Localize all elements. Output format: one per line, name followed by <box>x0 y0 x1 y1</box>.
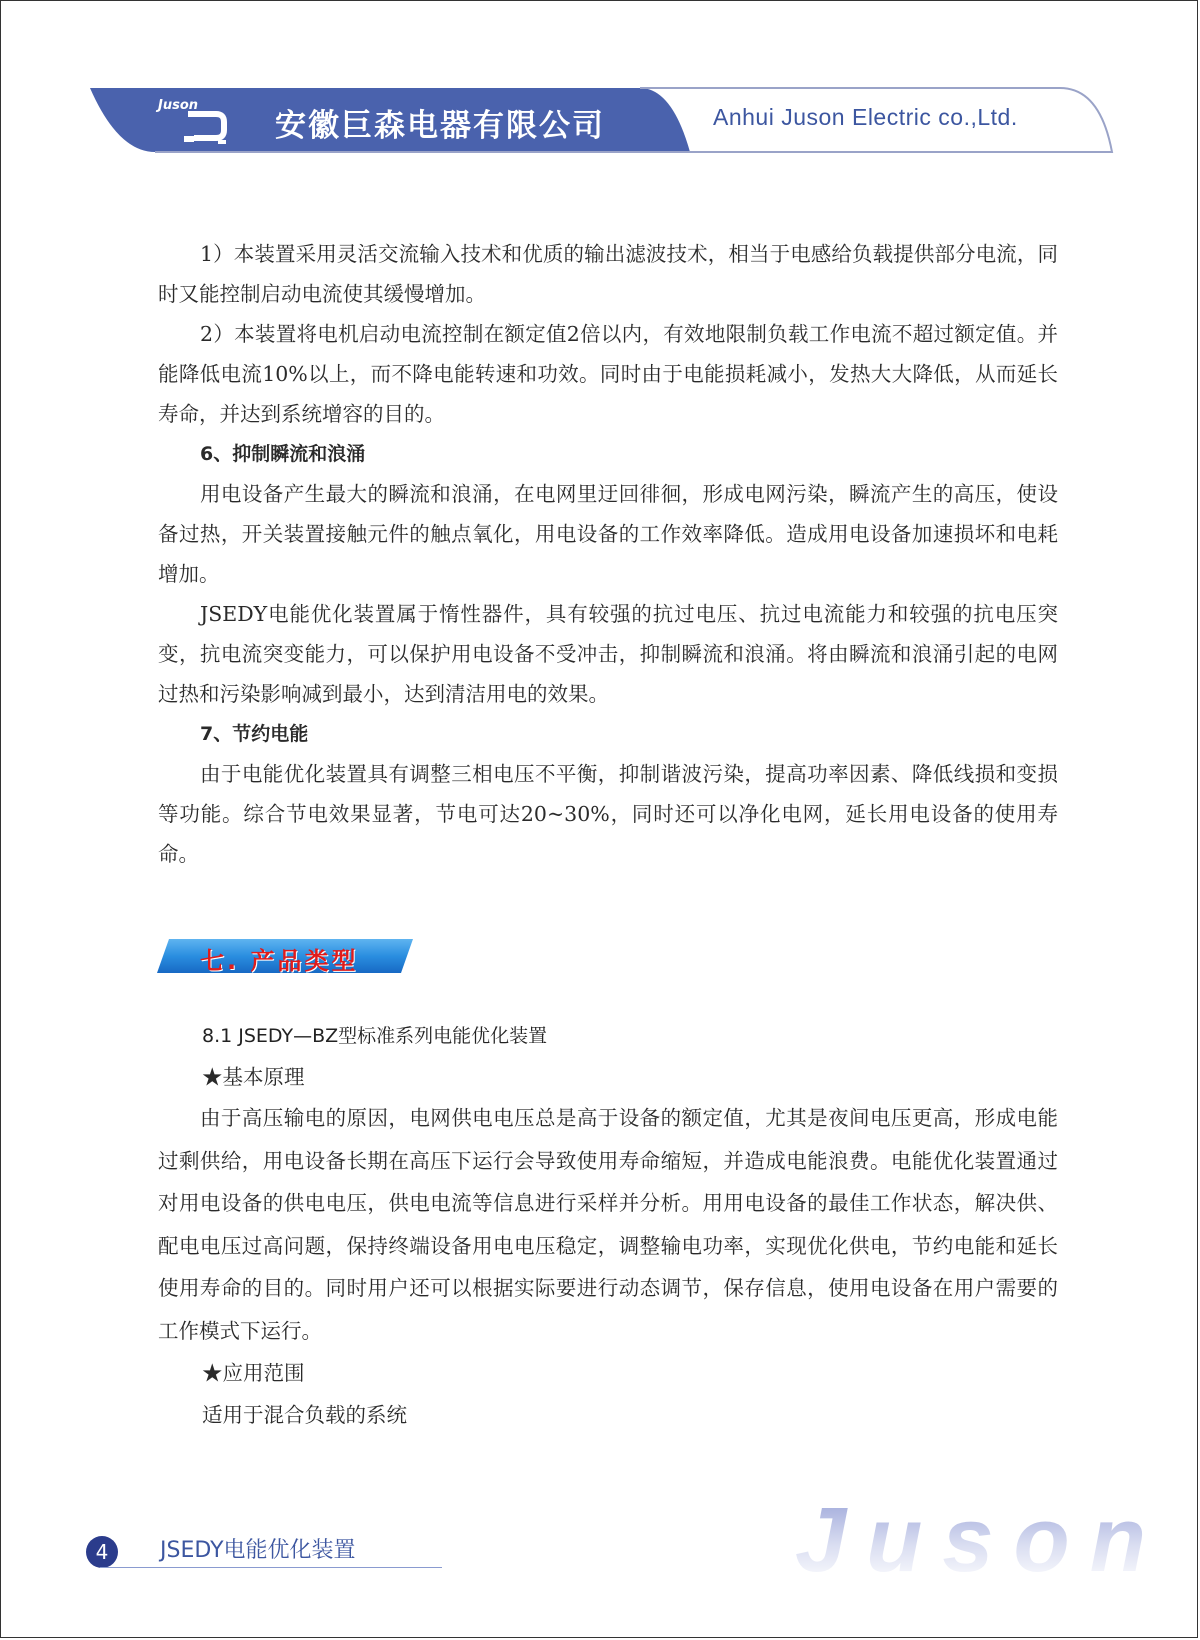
page-number: 4 <box>86 1536 118 1568</box>
scope-text: 适用于混合负载的系统 <box>202 1403 407 1427</box>
company-logo <box>158 92 228 144</box>
paragraph-1: 1）本装置采用灵活交流输入技术和优质的输出滤波技术，相当于电感给负载提供部分电流，同时又能控制启动电流使其缓慢增加。 <box>158 242 1058 306</box>
logo-text: Juson <box>158 98 199 113</box>
paragraph-4: JSEDY电能优化装置属于惰性器件，具有较强的抗过电压、抗过电流能力和较强的抗电压突变，抗电流突变能力，可以保护用电设备不受冲击，抑制瞬流和浪涌。将由瞬流和浪涌引起的电网过热和污染影响减到最小，达到清洁用电的效果。 <box>158 602 1058 706</box>
section-title: 七. 产品类型 <box>200 947 359 975</box>
body-text-block <box>158 234 1058 874</box>
product-section-block <box>158 1015 1058 1436</box>
paragraph-2: 2）本装置将电机启动电流控制在额定值2倍以内，有效地限制负载工作电流不超过额定值。并能降低电流10%以上，而不降电能转速和功效。同时由于电能损耗减小，发热大大降低，从而延长寿命，并达到系统增容的目的。 <box>158 322 1058 426</box>
logo-mark-icon <box>158 92 228 144</box>
footer-watermark: Juson <box>795 1489 1166 1591</box>
product-subtitle: 8.1 JSEDY—BZ型标准系列电能优化装置 <box>202 1025 548 1047</box>
scope-title: ★应用范围 <box>202 1361 305 1385</box>
company-name-en: Anhui Juson Electric co.,Ltd. <box>713 104 1018 130</box>
principle-text: 由于高压输电的原因，电网供电电压总是高于设备的额定值，尤其是夜间电压更高，形成电能过剩供给，用电设备长期在高压下运行会导致使用寿命缩短，并造成电能浪费。电能优化装置通过对用电设备的供电电压，供电电流等信息进行采样并分析。用用电设备的最佳工作状态，解决供、配电电压过高问题，保持终端设备用电电压稳定，调整输电功率，实现优化供电，节约电能和延长使用寿命的目的。同时用户还可以根据实际要进行动态调节，保存信息，使用电设备在用户需要的工作模式下运行。 <box>158 1106 1058 1343</box>
heading-6: 6、抑制瞬流和浪涌 <box>200 443 366 465</box>
principle-title: ★基本原理 <box>202 1065 305 1089</box>
footer-divider <box>100 1567 442 1568</box>
company-name-cn: 安徽巨森电器有限公司 <box>275 108 605 144</box>
heading-7: 7、节约电能 <box>200 723 309 745</box>
paragraph-5: 由于电能优化装置具有调整三相电压不平衡，抑制谐波污染，提高功率因素、降低线损和变损等功能。综合节电效果显著，节电可达20~30%，同时还可以净化电网，延长用电设备的使用寿命。 <box>158 762 1058 866</box>
paragraph-3: 用电设备产生最大的瞬流和浪涌，在电网里迂回徘徊，形成电网污染，瞬流产生的高压，使设备过热，开关装置接触元件的触点氧化，用电设备的工作效率降低。造成用电设备加速损坏和电耗增加。 <box>158 482 1058 586</box>
footer-title: JSEDY电能优化装置 <box>160 1538 356 1563</box>
